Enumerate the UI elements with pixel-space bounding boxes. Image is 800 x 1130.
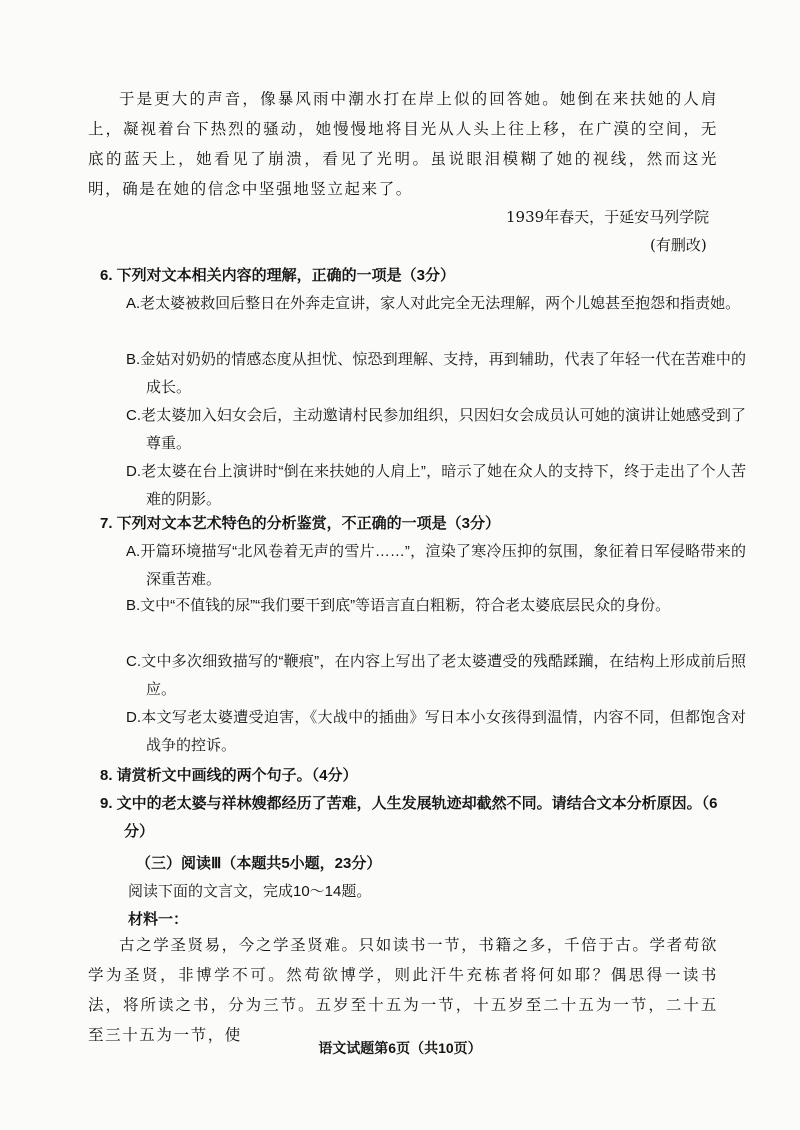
material-one-text: 古之学圣贤易，今之学圣贤难。只如读书一节，书籍之多，千倍于古。学者苟欲学为圣贤，非博学不可。然苟欲博学，则此汗牛充栋者将何如耶？偶思得一读书法，将所读之书，分为三节。五岁至十五为一节，十五岁至二十五为一节，二十五至三十五为一节，使 xyxy=(88,936,718,1044)
question-6-option-d: D.老太婆在台上演讲时“倒在来扶她的人肩上”，暗示了她在众人的支持下，终于走出了个人苦难的阴影。 xyxy=(126,463,746,508)
story-date-line: 1939年春天，于延安马列学院 xyxy=(506,208,710,226)
section-heading: （三）阅读Ⅲ（本题共5小题，23分） xyxy=(136,855,382,872)
question-7-option-a: A.开篇环境描写“北风卷着无声的雪片……”，渲染了寒冷压抑的氛围，象征着日军侵略带来的深重苦难。 xyxy=(126,543,746,588)
question-6-option-a: A.老太婆被救回后整日在外奔走宣讲，家人对此完全无法理解，两个儿媳甚至抱怨和指责她。 xyxy=(126,295,741,312)
question-6-option-c: C.老太婆加入妇女会后，主动邀请村民参加组织，只因妇女会成员认可她的演讲让她感受到了尊重。 xyxy=(126,407,746,452)
question-6-stem: 6. 下列对文本相关内容的理解，正确的一项是（3分） xyxy=(100,267,456,284)
question-7-stem: 7. 下列对文本艺术特色的分析鉴赏，不正确的一项是（3分） xyxy=(100,515,501,532)
section-instruction: 阅读下面的文言文，完成10～14题。 xyxy=(128,883,372,900)
story-edit-note: (有删改) xyxy=(650,236,707,254)
material-one-label: 材料一： xyxy=(128,911,189,928)
question-7-option-d: D.本文写老太婆遭受迫害，《大战中的插曲》写日本小女孩得到温情，内容不同，但都饱含对战争的控诉。 xyxy=(126,709,746,754)
question-9-stem: 9. 文中的老太婆与祥林嫂都经历了苦难，人生发展轨迹却截然不同。请结合文本分析原因。（6分） xyxy=(100,795,718,840)
question-8-stem: 8. 请赏析文中画线的两个句子。（4分） xyxy=(100,767,358,784)
question-6-option-b: B.金姑对奶奶的情感态度从担忧、惊恐到理解、支持，再到辅助，代表了年轻一代在苦难中的成长。 xyxy=(126,351,746,396)
story-closing-paragraph: 于是更大的声音，像暴风雨中潮水打在岸上似的回答她。她倒在来扶她的人肩上，凝视着台下热烈的骚动，她慢慢地将目光从人头上往上移，在广漠的空间，无底的蓝天上，她看见了崩溃，看见了光明。虽说眼泪模糊了她的视线，然而这光明，确是在她的信念中坚强地竖立起来了。 xyxy=(88,90,718,198)
question-7-option-c: C.文中多次细致描写的“鞭痕”，在内容上写出了老太婆遭受的残酷蹂躏，在结构上形成前后照应。 xyxy=(126,653,746,698)
page-footer: 语文试题第6页（共10页） xyxy=(318,1040,482,1056)
question-7-option-b: B.文中“不值钱的尿”“我们要干到底”等语言直白粗粝，符合老太婆底层民众的身份。 xyxy=(126,597,671,614)
